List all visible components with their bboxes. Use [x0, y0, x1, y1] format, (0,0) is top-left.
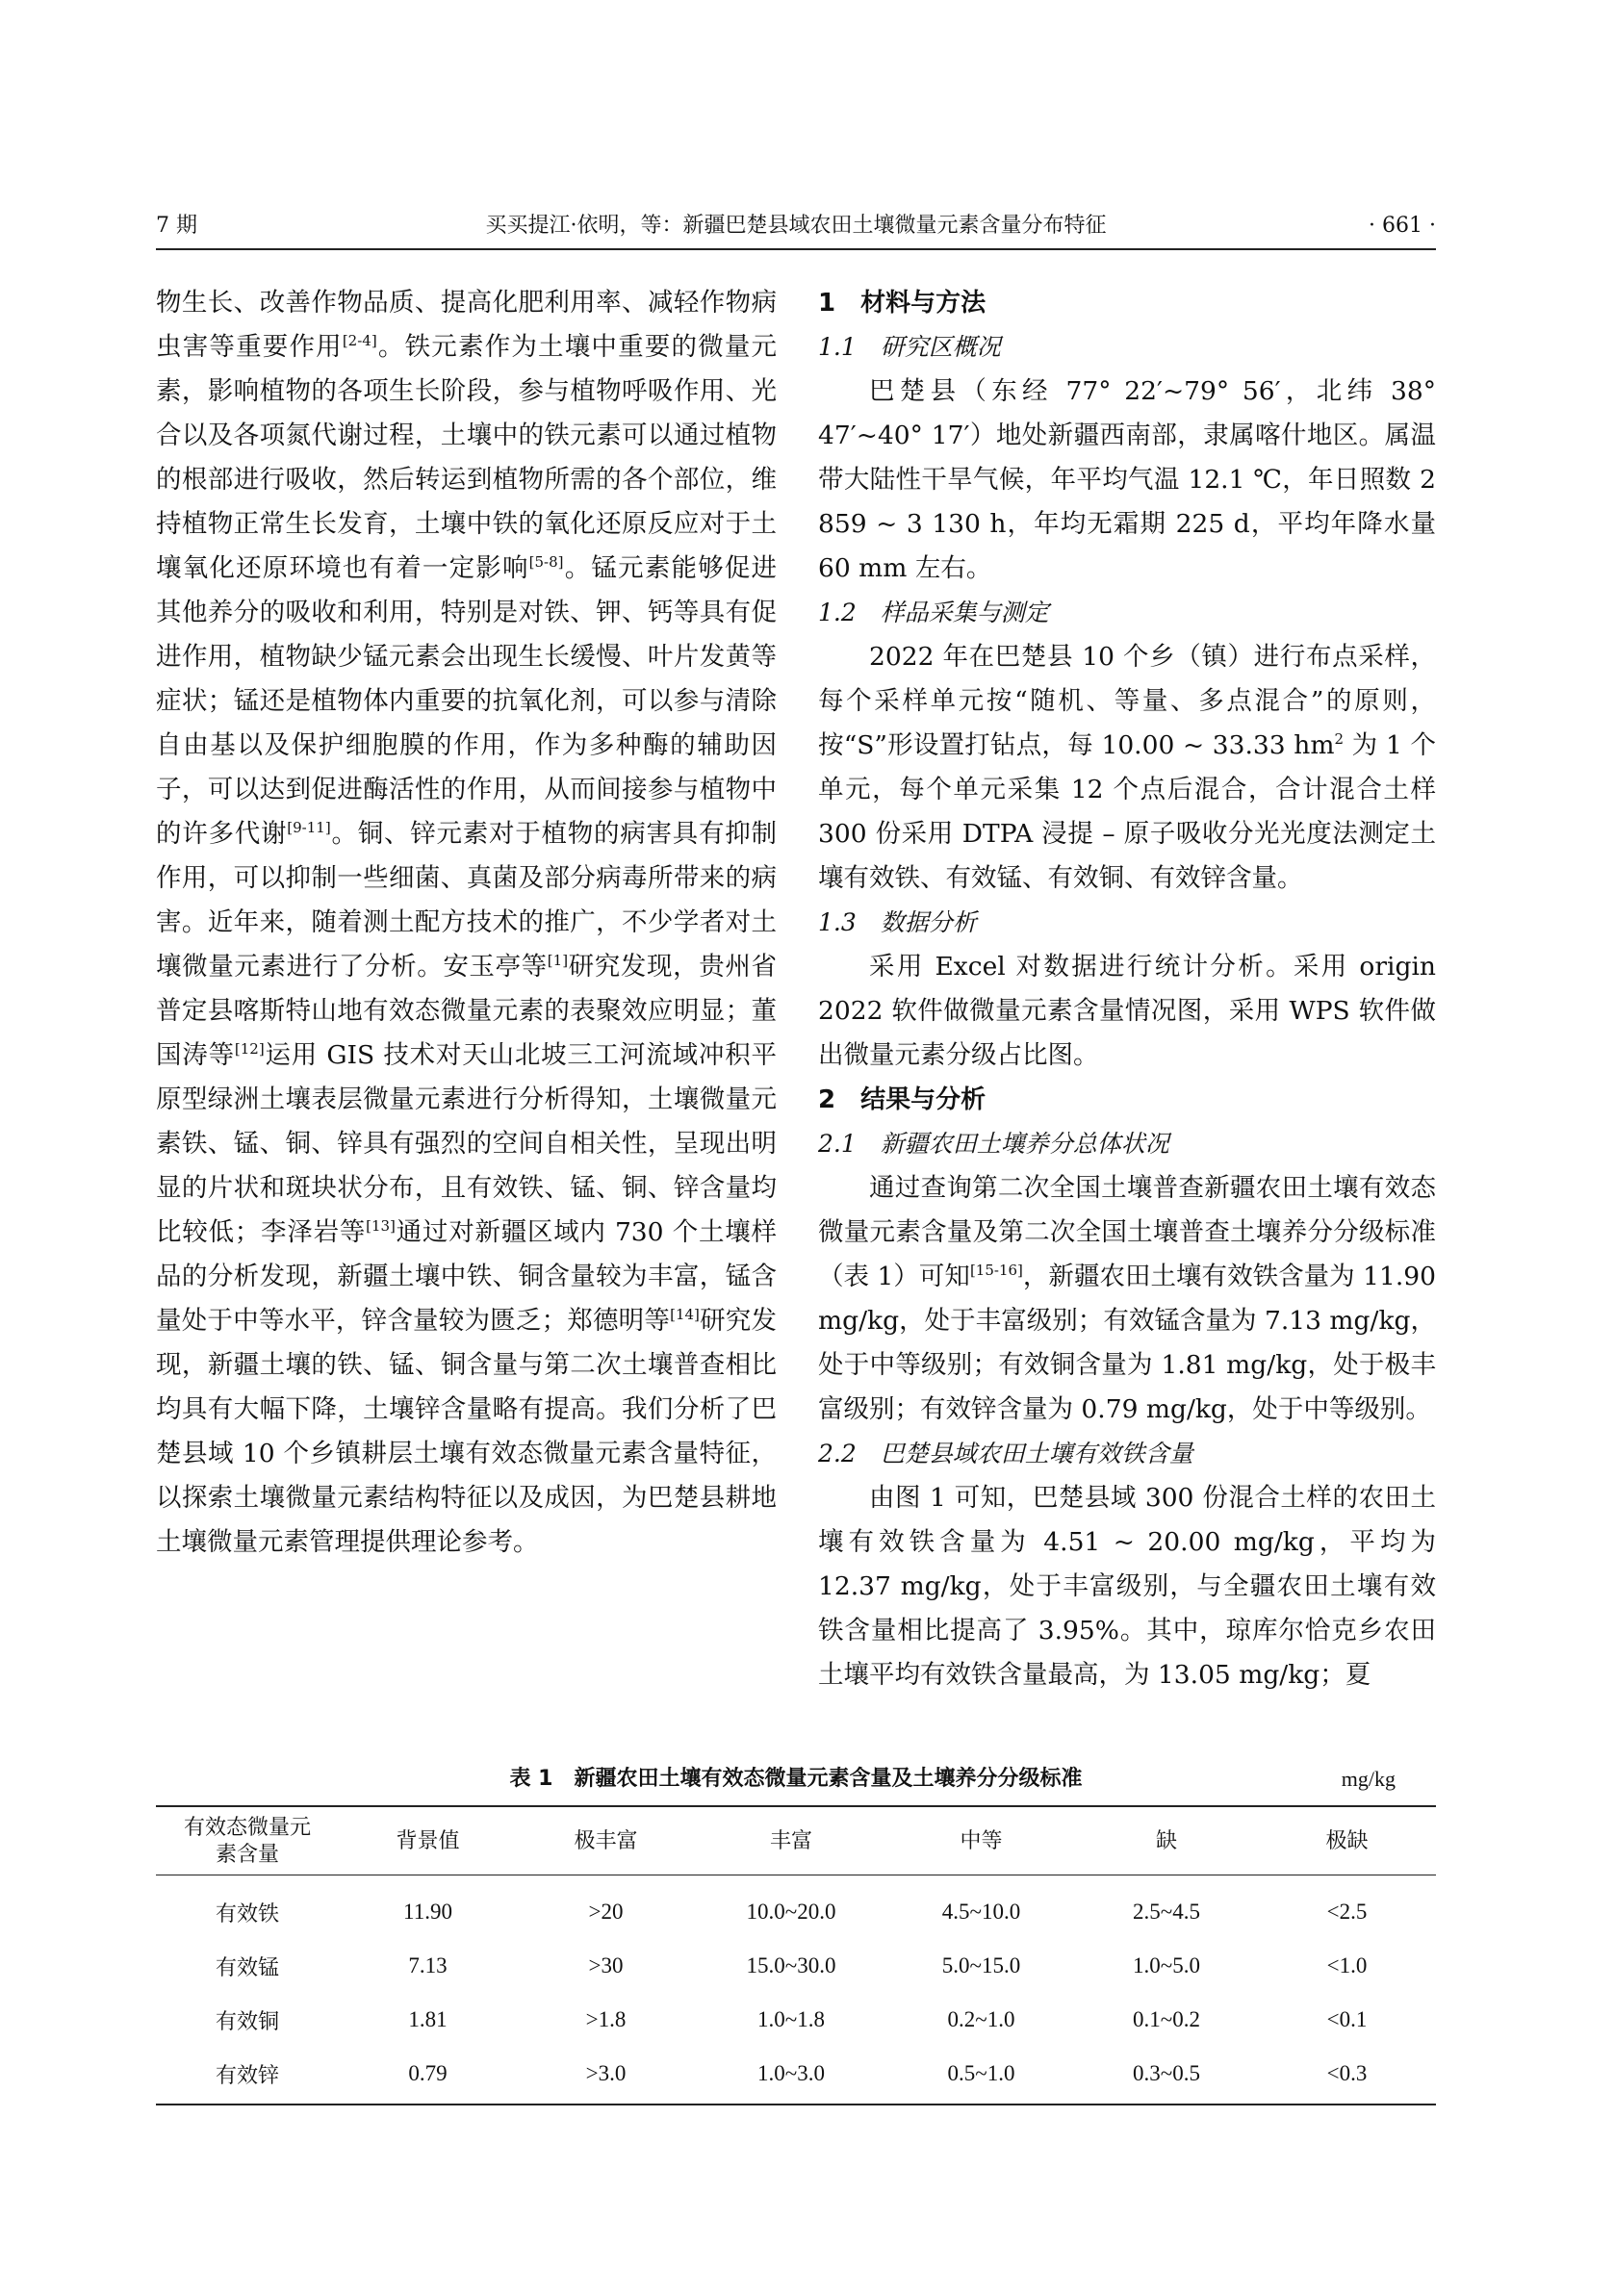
subsection-heading: 2.1 新疆农田土壤养分总体状况 — [818, 1130, 1169, 1158]
table-cell: 10.0~20.0 — [746, 1900, 836, 1924]
superscript: 2 — [1334, 730, 1345, 749]
column-header: 极丰富 — [574, 1829, 638, 1853]
text-run: 。锰元素能够促进其他养分的吸收和利用，特别是对铁、钾、钙等具有促进作用，植物缺少锰元素会出现生长缓慢、叶片发黄等症状；锰还是植物体内重要的抗氧化剂，可以参与清除自由基以及保护细胞膜的作用，作为多种酶的辅助因子，可以达到促进酶活性的作用，从而间接参与植物中的许多代谢 — [156, 553, 778, 849]
text-run: 运用 GIS 技术对天山北坡三工河流域冲积平原型绿洲土壤表层微量元素进行分析得知，土壤微量元素铁、锰、铜、锌具有强烈的空间自相关性，呈现出明显的片状和斑块状分布，且有效铁、锰、铜、锌含量均比较低；李泽岩等 — [156, 1040, 778, 1247]
table-bottom-rule — [156, 2104, 1436, 2105]
text-run: 为 1 个单元，每个单元采集 12 个点后混合，合计混合土样 300 份采用 DTPA 浸提 – 原子吸收分光光度法测定土壤有效铁、有效锰、有效铜、有效锌含量。 — [818, 730, 1436, 893]
table-cell: 0.2~1.0 — [947, 2007, 1015, 2031]
paragraph: 采用 Excel 对数据进行统计分析。采用 origin 2022 软件做微量元素含量情况图，采用 WPS 软件做出微量元素分级占比图。 — [818, 952, 1436, 1070]
left-column — [156, 281, 777, 1565]
table-cell: <0.1 — [1326, 2007, 1368, 2031]
table-row — [156, 1876, 1436, 1939]
text-run: 2022 年在巴楚县 10 个乡（镇）进行布点采样，每个采样单元按“随机、等量、多点混合”的原则，按“S”形设置打钻点，每 10.00 ~ 33.33 hm — [818, 642, 1436, 760]
table-cell: >3.0 — [585, 2061, 627, 2085]
table-cell: 有效锌 — [215, 2063, 279, 2088]
table-cell: 1.0~5.0 — [1133, 1953, 1200, 1977]
text-run: 。铜、锌元素对于植物的病害具有抑制作用，可以抑制一些细菌、真菌及部分病毒所带来的病害。近年来，随着测土配方技术的推广，不少学者对土壤微量元素进行了分析。安玉亭等 — [156, 819, 778, 982]
text-run: ，新疆农田土壤有效铁含量为 11.90 mg/kg，处于丰富级别；有效锰含量为 7.13 mg/kg，处于中等级别；有效铜含量为 1.81 mg/kg，处于极丰富级别；有效锌含量为 0.79 mg/kg，处于中等级别。 — [818, 1262, 1436, 1424]
table-cell: 0.3~0.5 — [1133, 2061, 1200, 2085]
table-cell: 15.0~30.0 — [746, 1953, 836, 1977]
table-cell: >30 — [588, 1953, 624, 1977]
citation: [15-16] — [969, 1262, 1023, 1280]
paragraph — [818, 635, 1436, 901]
table-cell: 1.0~3.0 — [757, 2061, 825, 2085]
right-column — [818, 281, 1436, 1697]
column-header: 丰富 — [769, 1829, 812, 1853]
table-cell: 11.90 — [403, 1900, 452, 1924]
section-heading: 2 结果与分析 — [818, 1085, 986, 1114]
table-cell: <0.3 — [1326, 2061, 1368, 2085]
paragraph: 巴楚县（东经 77° 22′~79° 56′，北纬 38° 47′~40° 17′）地处新疆西南部，隶属喀什地区。属温带大陆性干旱气候，年平均气温 12.1 ℃，年日照数 2 859 ~ 3 130 h，年均无霜期 225 d，平均年降水量 60 mm 左右。 — [818, 376, 1436, 583]
text-run: 物生长、改善作物品质、提高化肥利用率、减轻作物病虫害等重要作用 — [156, 288, 777, 362]
column-header: 缺 — [1155, 1829, 1177, 1853]
subsection-heading: 2.2 巴楚县域农田土壤有效铁含量 — [818, 1440, 1193, 1467]
subsection-heading: 1.2 样品采集与测定 — [818, 599, 1049, 626]
citation: [5-8] — [528, 553, 564, 572]
column-header: 极缺 — [1325, 1829, 1369, 1853]
table-cell: >20 — [588, 1900, 624, 1924]
text-run: 研究发现，新疆土壤的铁、锰、铜含量与第二次土壤普查相比均具有大幅下降，土壤锌含量略有提高。我们分析了巴楚县域 10 个乡镇耕层土壤有效态微量元素含量特征，以探索土壤微量元素结构特征以及成因，为巴楚县耕地土壤微量元素管理提供理论参考。 — [156, 1306, 778, 1557]
citation: [12] — [234, 1040, 265, 1059]
text-run: 研究发现，贵州省普定县喀斯特山地有效态微量元素的表聚效应明显；董国涛等 — [156, 952, 778, 1070]
paragraph — [818, 1166, 1436, 1432]
intro-paragraph — [156, 281, 777, 1565]
data-table — [156, 1807, 1436, 2101]
table-cell: 0.79 — [408, 2061, 448, 2085]
table-cell: 1.0~1.8 — [757, 2007, 825, 2031]
table-caption — [156, 1763, 1436, 1796]
table-header-row — [156, 1807, 1436, 1876]
text-run: 。铁元素作为土壤中重要的微量元素，影响植物的各项生长阶段，参与植物呼吸作用、光合以及各项氮代谢过程，土壤中的铁元素可以通过植物的根部进行吸收，然后转运到植物所需的各个部位，维持植物正常生长发育，土壤中铁的氧化还原反应对于土壤氧化还原环境也有着一定影响 — [156, 332, 778, 583]
table-cell: 4.5~10.0 — [941, 1900, 1021, 1924]
table-row — [156, 1939, 1436, 1993]
table-cell: 有效锰 — [215, 1955, 279, 1980]
table-cell: 2.5~4.5 — [1133, 1900, 1200, 1924]
section-heading: 1 材料与方法 — [818, 289, 986, 318]
citation: [14] — [670, 1306, 700, 1324]
subsection-heading: 1.1 研究区概况 — [818, 333, 1001, 361]
table-row — [156, 1993, 1436, 2047]
table-row — [156, 2047, 1436, 2101]
table-cell: <1.0 — [1326, 1953, 1368, 1977]
issue-number: 7 期 — [156, 214, 197, 238]
page-number: · 661 · — [1369, 214, 1436, 238]
table-cell: >1.8 — [585, 2007, 627, 2031]
paragraph: 由图 1 可知，巴楚县域 300 份混合土样的农田土壤有效铁含量为 4.51 ~ 20.00 mg/kg，平均为 12.37 mg/kg，处于丰富级别，与全疆农田土壤有效铁含量相比提高了 3.95%。其中，琼库尔恰克乡农田土壤平均有效铁含量最高，为 13.05 mg/kg；夏 — [818, 1483, 1436, 1690]
column-header: 背景值 — [396, 1829, 460, 1853]
table-cell: 0.5~1.0 — [947, 2061, 1015, 2085]
table-cell: 1.81 — [408, 2007, 448, 2031]
table-title: 表 1 新疆农田土壤有效态微量元素含量及土壤养分分级标准 — [509, 1767, 1083, 1791]
running-title: 买买提江·依明，等：新疆巴楚县域农田土壤微量元素含量分布特征 — [485, 214, 1107, 238]
table-unit: mg/kg — [1341, 1767, 1396, 1791]
citation: [1] — [547, 952, 569, 970]
running-header — [156, 212, 1436, 250]
table-cell: 有效铜 — [215, 2009, 279, 2034]
citation: [9-11] — [287, 819, 331, 837]
header-rule — [156, 248, 1436, 250]
table-cell: 7.13 — [408, 1953, 448, 1977]
text-run: 通过查询第二次全国土壤普查新疆农田土壤有效态微量元素含量及第二次全国土壤普查土壤养分分级标准（表 1）可知 — [818, 1173, 1436, 1291]
citation: [2-4] — [342, 332, 377, 350]
column-header: 有效态微量元素含量 — [183, 1816, 311, 1867]
table-cell: 有效铁 — [215, 1901, 279, 1926]
text-run: 通过对新疆区域内 730 个土壤样品的分析发现，新疆土壤中铁、铜含量较为丰富，锰含量处于中等水平，锌含量较为匮乏；郑德明等 — [156, 1217, 778, 1336]
table-cell: 0.1~0.2 — [1133, 2007, 1200, 2031]
citation: [13] — [366, 1217, 396, 1236]
table-cell: <2.5 — [1326, 1900, 1368, 1924]
column-header: 中等 — [960, 1829, 1003, 1853]
table-cell: 5.0~15.0 — [941, 1953, 1021, 1977]
subsection-heading: 1.3 数据分析 — [818, 908, 977, 936]
